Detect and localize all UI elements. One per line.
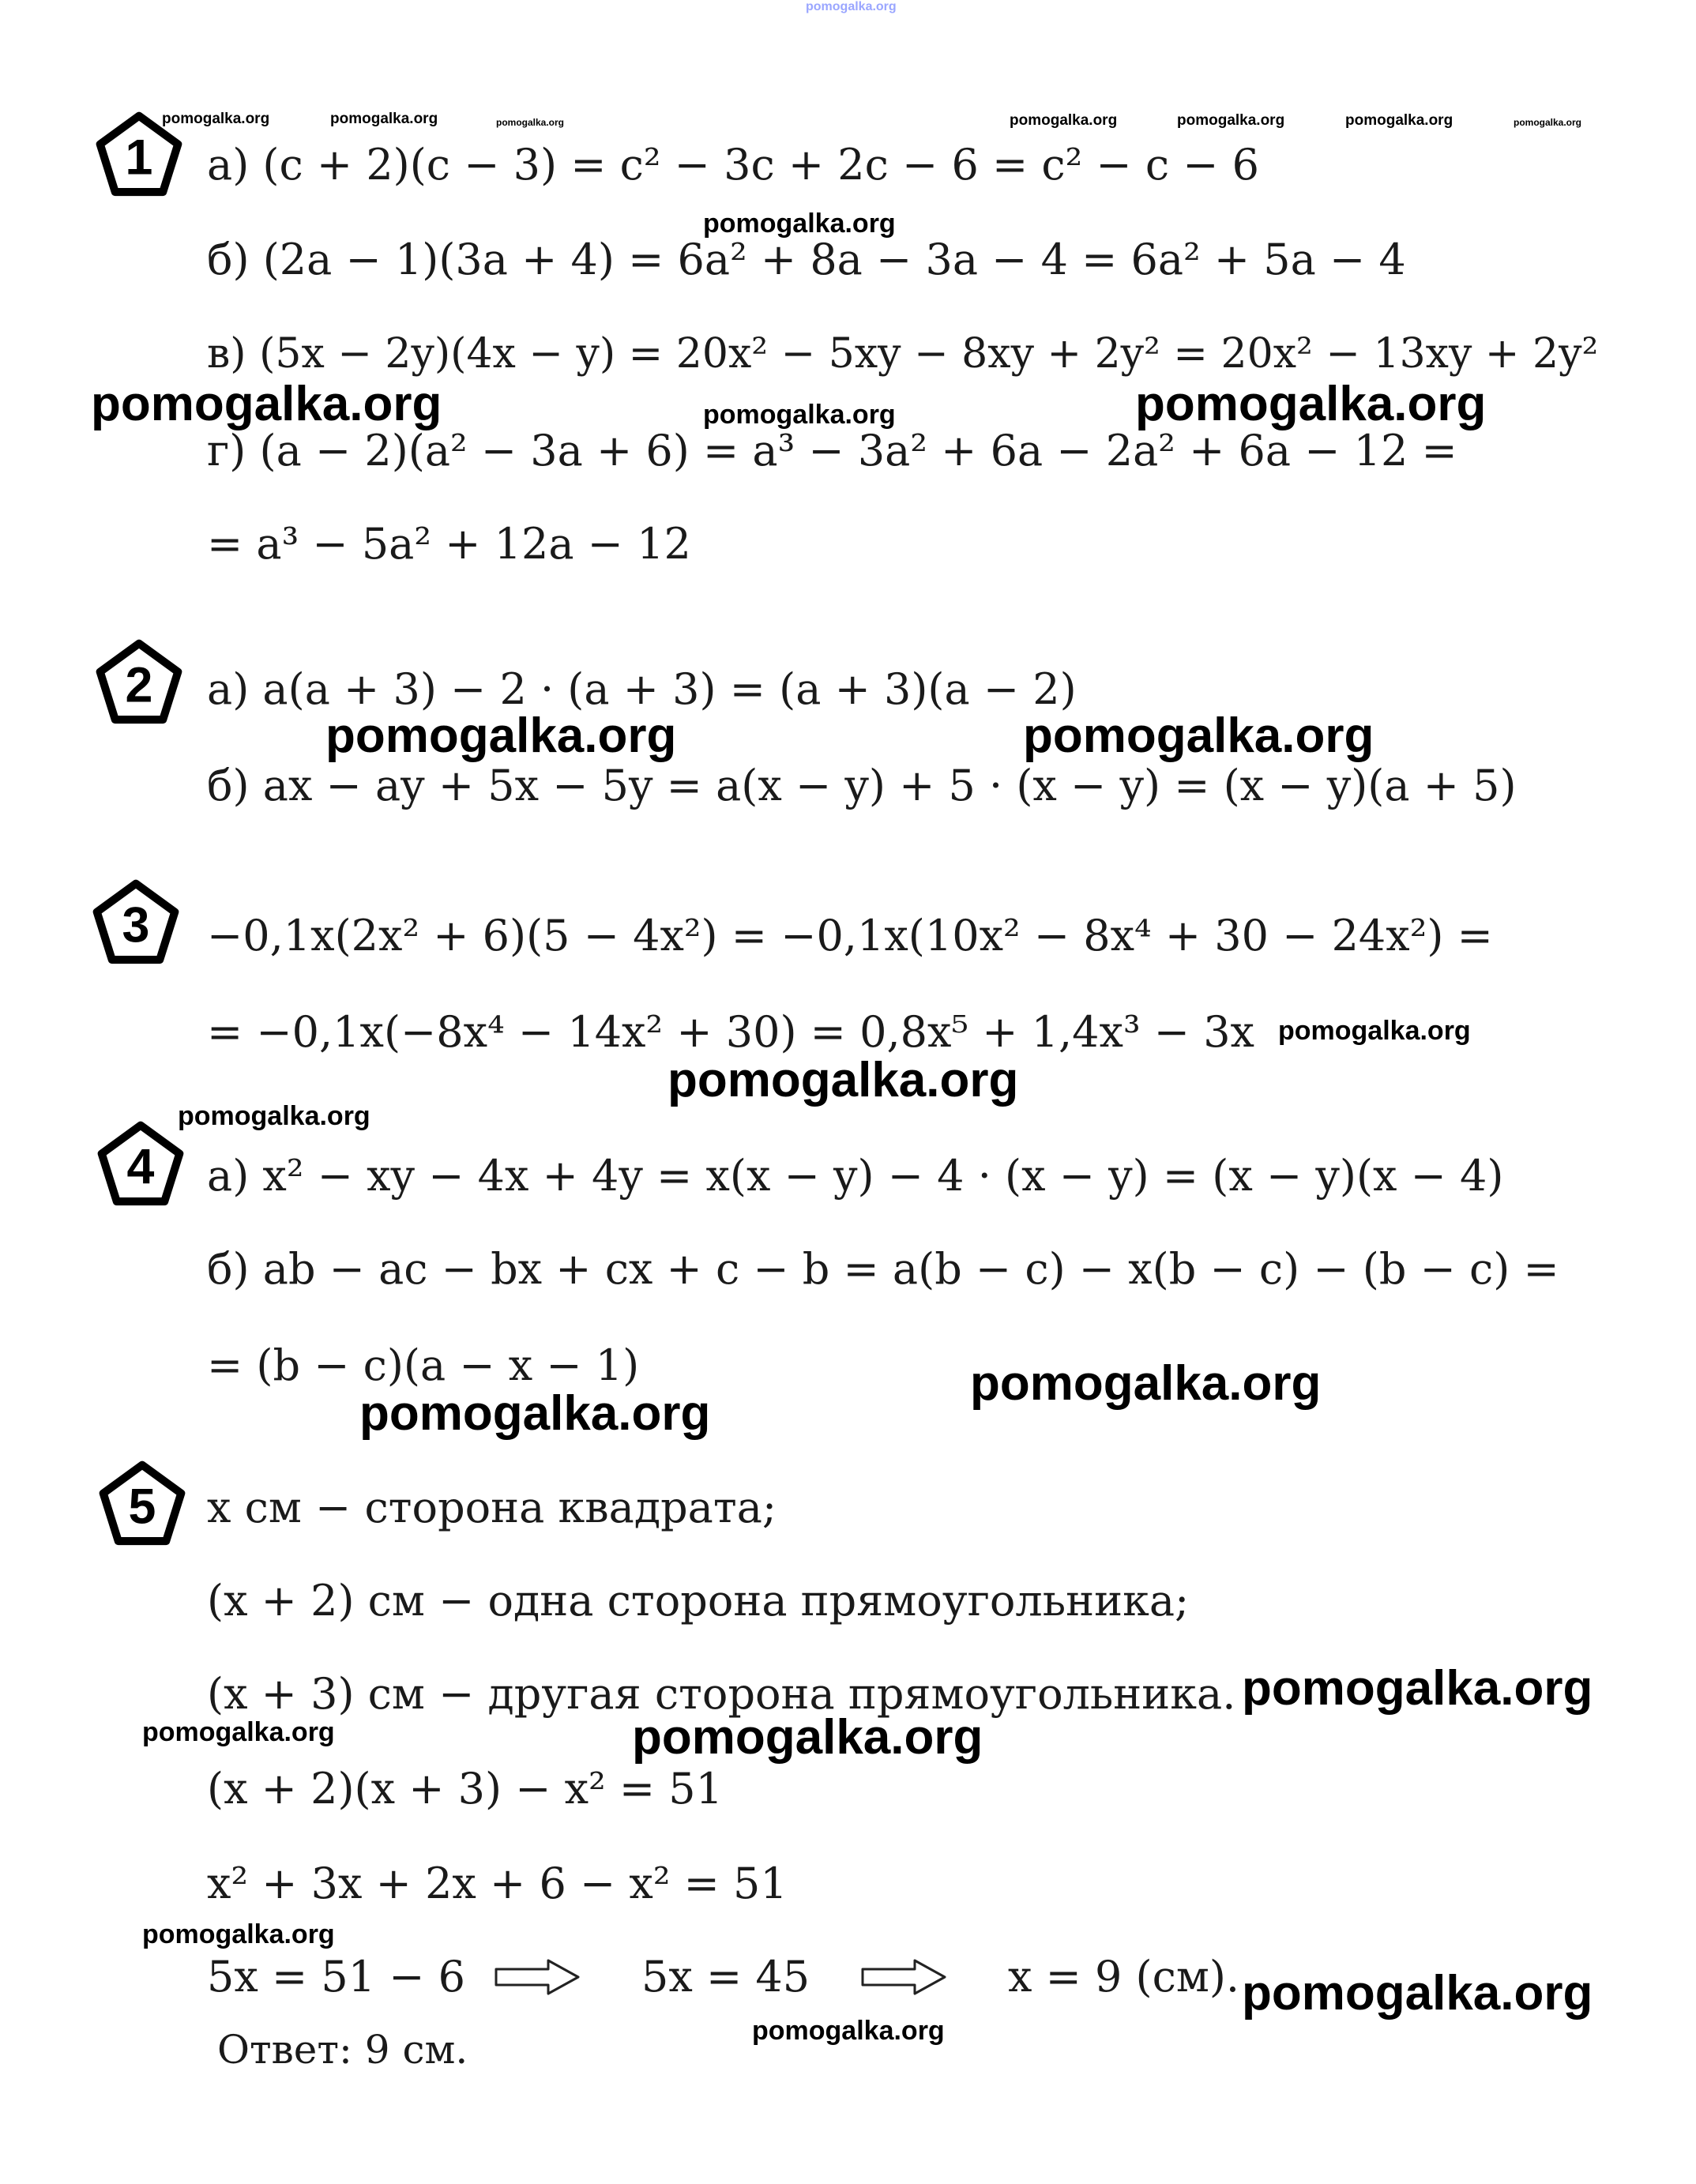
equation-line: = −0,1x(−8x⁴ − 14x² + 30) = 0,8x⁵ + 1,4x³ − 3x [207,1007,1255,1057]
task-number: 5 [128,1479,156,1535]
pentagon-icon [98,1460,186,1548]
equation-line: x² + 3x + 2x + 6 − x² = 51 [207,1859,788,1908]
watermark: pomogalka.org [1010,112,1118,129]
equation-line: = a³ − 5a² + 12a − 12 [207,519,691,569]
equation-line: б) ab − ac − bx + cx + c − b = a(b − c) − x(b − c) − (b − c) = [207,1244,1559,1294]
task-number-badge [98,1460,186,1548]
equation-line: а) (c + 2)(c − 3) = c² − 3c + 2c − 6 = c² − c − 6 [207,140,1260,190]
equation-line: б) ax − ay + 5x − 5y = a(x − y) + 5 · (x − y) = (x − y)(a + 5) [207,761,1517,810]
equation-line: −0,1x(2x² + 6)(5 − 4x²) = −0,1x(10x² − 8x⁴ + 30 − 24x²) = [207,911,1493,960]
pentagon-icon [96,1120,185,1209]
watermark: pomogalka.org [703,400,896,430]
task-number-badge [95,111,183,199]
watermark: pomogalka.org [1135,377,1487,431]
watermark: pomogalka.org [667,1053,1019,1107]
watermark: pomogalka.org [325,709,677,763]
equation-line: (x + 2) см − одна сторона прямоугольника; [207,1576,1190,1626]
equation-line: а) a(a + 3) − 2 · (a + 3) = (a + 3)(a − 2) [207,664,1077,714]
watermark: pomogalka.org [330,111,438,127]
right-arrow-icon [861,1959,948,1995]
pentagon-icon [95,638,183,727]
answer-text: Ответ: 9 см. [217,2027,468,2073]
watermark: pomogalka.org [1278,1016,1471,1046]
equation-line: б) (2a − 1)(3a + 4) = 6a² + 8a − 3a − 4 = 6a² + 5a − 4 [207,235,1406,284]
task-number-badge [95,638,183,727]
solution-step: 5x = 45 [641,1952,810,2002]
task-number: 1 [125,130,153,186]
watermark: pomogalka.org [162,111,270,127]
task-number: 4 [126,1139,155,1195]
watermark: pomogalka.org [142,1919,335,1949]
solution-step: 5x = 51 − 6 [207,1952,466,2002]
watermark: pomogalka.org [1345,112,1453,129]
watermark: pomogalka.org [91,377,442,431]
watermark: pomogalka.org [1023,709,1374,763]
watermark: pomogalka.org [1177,112,1285,129]
watermark: pomogalka.org [1242,1661,1593,1716]
equation-line: г) (a − 2)(a² − 3a + 6) = a³ − 3a² + 6a − 2a² + 6a − 12 = [207,426,1457,476]
watermark: pomogalka.org [632,1710,983,1765]
watermark: pomogalka.org [703,209,896,239]
header-watermark: pomogalka.org [806,0,897,13]
right-arrow-icon [495,1959,581,1995]
task-number-badge [92,878,180,967]
watermark: pomogalka.org [142,1717,335,1747]
watermark: pomogalka.org [359,1386,711,1441]
watermark: pomogalka.org [1514,117,1582,128]
task-number-badge [96,1120,185,1209]
watermark: pomogalka.org [752,2016,945,2046]
solution-step: x = 9 (см). [1008,1952,1240,2002]
equation-line: а) x² − xy − 4x + 4y = x(x − y) − 4 · (x − y) = (x − y)(x − 4) [207,1151,1504,1201]
equation-line: = (b − c)(a − x − 1) [207,1340,640,1390]
task-number: 3 [122,897,150,953]
equation-line: (x + 3) см − другая сторона прямоугольника. [207,1669,1236,1719]
pentagon-icon [95,111,183,199]
pentagon-icon [92,878,180,967]
watermark: pomogalka.org [1242,1966,1593,2020]
watermark: pomogalka.org [970,1356,1322,1411]
equation-line: в) (5x − 2y)(4x − y) = 20x² − 5xy − 8xy + 2y² = 20x² − 13xy + 2y² [207,330,1599,378]
watermark: pomogalka.org [178,1101,370,1131]
equation-line: (x + 2)(x + 3) − x² = 51 [207,1764,724,1814]
equation-line: x см − сторона квадрата; [207,1483,777,1532]
watermark: pomogalka.org [496,117,565,128]
task-number: 2 [125,657,153,713]
